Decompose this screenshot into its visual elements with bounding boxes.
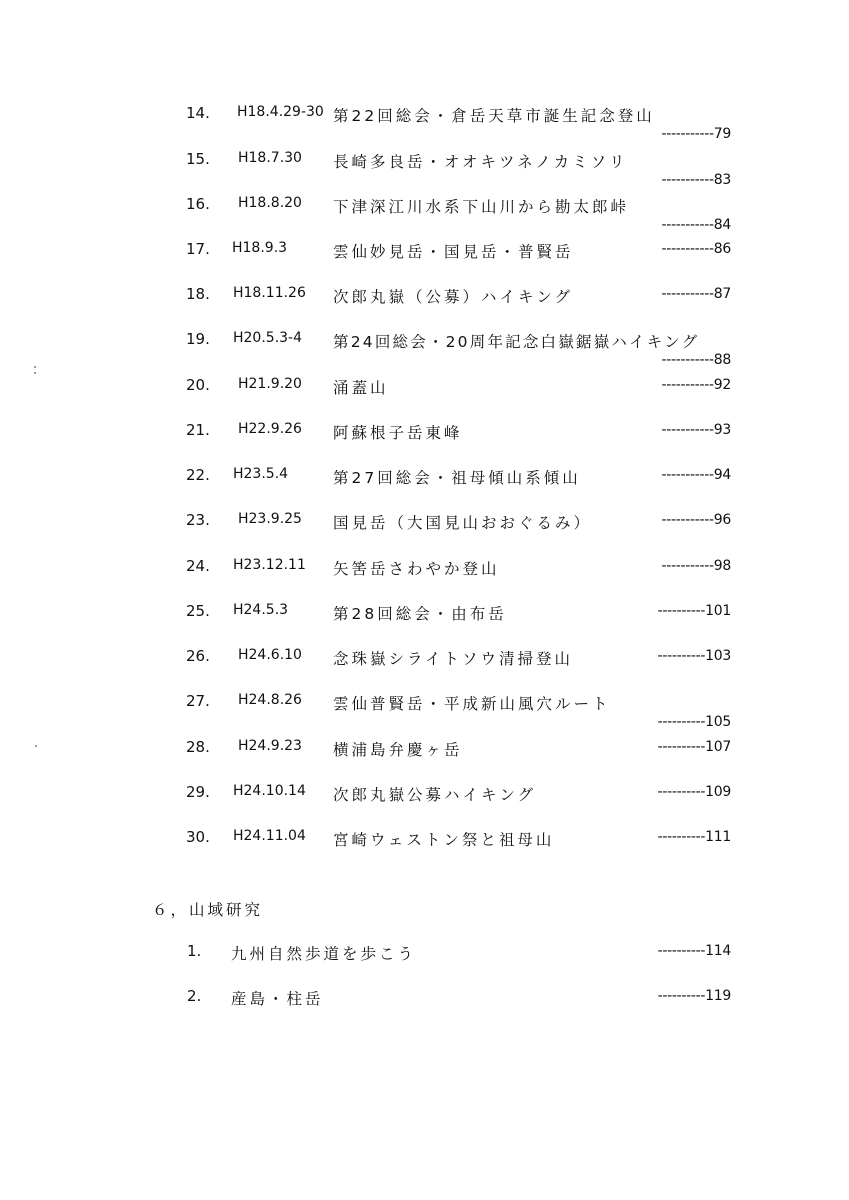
entry-number: 26. — [186, 647, 210, 665]
toc-entry — [0, 738, 849, 782]
entry-title: 宮崎ウェストン祭と祖母山 — [333, 831, 555, 849]
toc-entry — [0, 195, 849, 239]
entry-number: 30. — [186, 828, 210, 846]
scan-speck — [34, 366, 36, 368]
entry-number: 28. — [186, 738, 210, 756]
entry-date: H23.5.4 — [233, 466, 289, 482]
toc-entry — [0, 647, 849, 691]
entry-title: 長崎多良岳・オオキツネノカミソリ — [333, 153, 628, 171]
entry-page: ----------103 — [657, 648, 731, 664]
toc-entry — [0, 828, 849, 872]
entry-page: ----------119 — [657, 988, 731, 1004]
toc-entry — [0, 330, 849, 374]
entry-page: -----------92 — [661, 377, 731, 393]
entry-date: H24.8.26 — [238, 692, 302, 708]
entry-date: H20.5.3-4 — [233, 330, 303, 346]
entry-title: 雲仙普賢岳・平成新山風穴ルート — [333, 695, 611, 713]
entry-page: ----------101 — [657, 603, 731, 619]
entry-title: 涌蓋山 — [333, 379, 389, 397]
entry-title: 九州自然歩道を歩こう — [231, 945, 417, 963]
entry-date: H22.9.26 — [238, 421, 302, 437]
toc-entry — [0, 783, 849, 827]
entry-number: 2. — [187, 987, 202, 1005]
toc-entry — [0, 150, 849, 194]
entry-page: ----------114 — [657, 943, 731, 959]
entry-date: H23.12.11 — [233, 557, 306, 573]
entry-page: -----------86 — [661, 241, 731, 257]
toc-entry — [0, 104, 849, 148]
entry-page: ----------109 — [657, 784, 731, 800]
entry-number: 29. — [186, 783, 210, 801]
entry-number: 17. — [186, 240, 210, 258]
toc-entry — [0, 692, 849, 736]
scan-speck — [35, 745, 37, 747]
entry-date: H18.4.29-30 — [237, 104, 324, 120]
entry-page: ----------111 — [657, 829, 731, 845]
entry-title: 阿蘇根子岳東峰 — [333, 424, 463, 442]
entry-page: -----------84 — [661, 217, 731, 233]
entry-number: 24. — [186, 557, 210, 575]
toc-entry — [0, 466, 849, 510]
entry-date: H18.7.30 — [238, 150, 302, 166]
entry-number: 15. — [186, 150, 210, 168]
toc-entry — [0, 511, 849, 555]
toc-entry — [0, 602, 849, 646]
entry-title: 雲仙妙見岳・国見岳・普賢岳 — [333, 243, 574, 261]
entry-title: 横浦島弁慶ヶ岳 — [333, 741, 463, 759]
entry-date: H24.6.10 — [238, 647, 302, 663]
entry-page: -----------83 — [661, 172, 731, 188]
toc-entry — [0, 557, 849, 601]
entry-title: 国見岳（大国見山おおぐるみ） — [333, 514, 593, 532]
entry-title: 第28回総会・由布岳 — [333, 605, 507, 623]
toc-entry — [0, 987, 849, 1031]
entry-page: ----------105 — [657, 714, 731, 730]
entry-date: H24.10.14 — [233, 783, 306, 799]
entry-date: H21.9.20 — [238, 376, 302, 392]
entry-number: 25. — [186, 602, 210, 620]
entry-date: H18.8.20 — [238, 195, 302, 211]
entry-date: H24.5.3 — [233, 602, 289, 618]
entry-number: 20. — [186, 376, 210, 394]
entry-date: H18.11.26 — [233, 285, 306, 301]
entry-date: H18.9.3 — [232, 240, 288, 256]
entry-date: H24.9.23 — [238, 738, 302, 754]
entry-date: H23.9.25 — [238, 511, 302, 527]
entry-number: 22. — [186, 466, 210, 484]
entry-number: 19. — [186, 330, 210, 348]
entry-title: 下津深江川水系下山川から勘太郎峠 — [333, 198, 630, 216]
entry-page: ----------107 — [657, 739, 731, 755]
entry-title: 第22回総会・倉岳天草市誕生記念登山 — [333, 107, 655, 125]
entry-title: 次郎丸嶽（公募）ハイキング — [333, 288, 574, 306]
toc-entry — [0, 421, 849, 465]
scan-speck — [34, 372, 36, 374]
entry-page: -----------79 — [661, 126, 731, 142]
entry-page: -----------94 — [661, 467, 731, 483]
toc-entry — [0, 285, 849, 329]
entry-page: -----------96 — [661, 512, 731, 528]
entry-title: 第24回総会・20周年記念白嶽鋸嶽ハイキング — [333, 333, 700, 351]
entry-number: 14. — [186, 104, 210, 122]
entry-title: 産島・柱岳 — [231, 990, 324, 1008]
entry-number: 16. — [186, 195, 210, 213]
entry-page: -----------87 — [661, 286, 731, 302]
entry-number: 23. — [186, 511, 210, 529]
entry-title: 次郎丸嶽公募ハイキング — [333, 786, 537, 804]
toc-entry — [0, 240, 849, 284]
entry-number: 27. — [186, 692, 210, 710]
entry-number: 21. — [186, 421, 210, 439]
entry-date: H24.11.04 — [233, 828, 306, 844]
entry-page: -----------93 — [661, 422, 731, 438]
entry-title: 矢筈岳さわやか登山 — [333, 560, 500, 578]
toc-entry — [0, 942, 849, 986]
section-heading: ６，山域研究 — [152, 901, 264, 919]
entry-page: -----------88 — [661, 352, 731, 368]
toc-entry — [0, 376, 849, 420]
entry-title: 念珠嶽シライトソウ清掃登山 — [333, 650, 574, 668]
entry-number: 1. — [187, 942, 202, 960]
entry-page: -----------98 — [661, 558, 731, 574]
entry-title: 第27回総会・祖母傾山系傾山 — [333, 469, 581, 487]
entry-number: 18. — [186, 285, 210, 303]
